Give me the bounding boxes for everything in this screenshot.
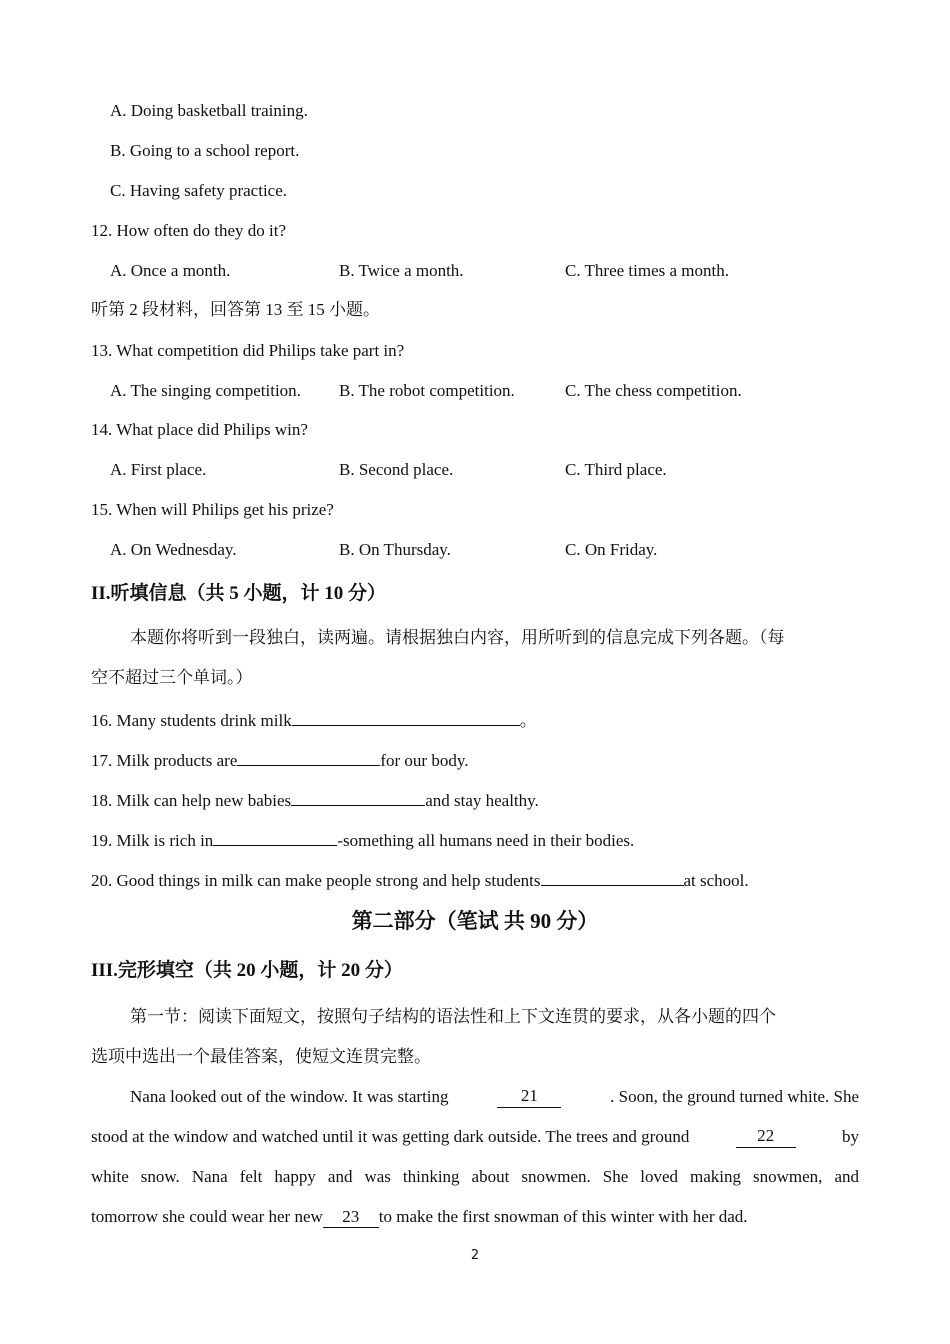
q14-option-b: B. Second place.: [339, 460, 454, 479]
q18-end: and stay healthy.: [425, 791, 539, 810]
q19-blank[interactable]: [213, 828, 337, 846]
passage-line-2-start: stood at the window and watched until it was getting dark outside. The trees and ground: [91, 1127, 690, 1146]
blank-23[interactable]: 23: [323, 1207, 379, 1228]
q16-line: [91, 708, 537, 732]
q15-option-c: C. On Friday.: [565, 540, 658, 559]
q13-option-a: A. The singing competition.: [110, 381, 301, 400]
q16-end: 。: [519, 711, 537, 730]
q16-text: 16. Many students drink milk: [91, 711, 292, 730]
passage-line-3: white snow. Nana felt happy and was thinking about snowmen. She loved making snowmen, and: [91, 1167, 859, 1186]
part-2-title: 第二部分（笔试 共 90 分）: [351, 909, 599, 933]
q11-option-c: C. Having safety practice.: [110, 181, 288, 200]
section-3-heading: III.完形填空（共 20 小题，计 20 分）: [91, 960, 403, 981]
q19-text: 19. Milk is rich in: [91, 831, 214, 850]
passage-line-2-end: by: [842, 1127, 859, 1146]
q14-question: 14. What place did Philips win?: [91, 420, 308, 439]
passage-line-4: [91, 1206, 748, 1228]
section-3-intro-line-2: 选项中选出一个最佳答案，使短文连贯完整。: [91, 1047, 431, 1066]
q12-option-c: C. Three times a month.: [565, 261, 729, 280]
passage-line-1-start: Nana looked out of the window. It was starting: [130, 1087, 449, 1106]
q12-option-b: B. Twice a month.: [339, 261, 464, 280]
q11-option-b: B. Going to a school report.: [110, 141, 300, 160]
q13-option-c: C. The chess competition.: [565, 381, 742, 400]
q20-line: [91, 868, 749, 892]
q15-option-a: A. On Wednesday.: [110, 540, 237, 559]
section-2-intro-line-1: 本题你将听到一段独白，读两遍。请根据独白内容，用所听到的信息完成下列各题。（每: [130, 628, 785, 647]
q15-question: 15. When will Philips get his prize?: [91, 500, 334, 519]
q16-blank[interactable]: [292, 708, 520, 726]
q18-blank[interactable]: [291, 788, 425, 806]
q19-line: [91, 828, 634, 852]
q13-question: 13. What competition did Philips take part in?: [91, 341, 405, 360]
q11-option-a: A. Doing basketball training.: [110, 101, 308, 120]
q20-end: at school.: [683, 871, 749, 890]
q20-text: 20. Good things in milk can make people strong and help students: [91, 871, 541, 890]
q12-option-a: A. Once a month.: [110, 261, 231, 280]
passage-line-1: [130, 1086, 859, 1108]
section-3-intro-line-1: 第一节：阅读下面短文，按照句子结构的语法性和上下文连贯的要求，从各小题的四个: [130, 1007, 776, 1026]
page-number: 2: [470, 1248, 480, 1263]
passage-line-1-end: . Soon, the ground turned white. She: [610, 1087, 859, 1106]
section-2-intro-line-2: 空不超过三个单词。）: [91, 668, 253, 687]
q14-option-a: A. First place.: [110, 460, 207, 479]
q17-blank[interactable]: [237, 748, 380, 766]
q17-text: 17. Milk products are: [91, 751, 238, 770]
blank-21[interactable]: 21: [497, 1086, 561, 1108]
blank-22[interactable]: 22: [736, 1126, 796, 1148]
q20-blank[interactable]: [541, 868, 684, 886]
q15-option-b: B. On Thursday.: [339, 540, 451, 559]
q19-end: -something all humans need in their bodies.: [337, 831, 635, 850]
passage-line-2: [91, 1126, 859, 1148]
q13-option-b: B. The robot competition.: [339, 381, 515, 400]
q18-line: [91, 788, 539, 812]
q12-question: 12. How often do they do it?: [91, 221, 286, 240]
section-2-heading: II.听填信息（共 5 小题，计 10 分）: [91, 583, 387, 604]
q14-option-c: C. Third place.: [565, 460, 667, 479]
instruction-material-2: 听第 2 段材料，回答第 13 至 15 小题。: [91, 300, 380, 319]
passage-line-4-end: to make the first snowman of this winter with her dad.: [378, 1207, 748, 1226]
q17-line: [91, 748, 469, 772]
passage-line-4-start: tomorrow she could wear her new: [91, 1207, 323, 1226]
q17-end: for our body.: [380, 751, 469, 770]
q18-text: 18. Milk can help new babies: [91, 791, 292, 810]
